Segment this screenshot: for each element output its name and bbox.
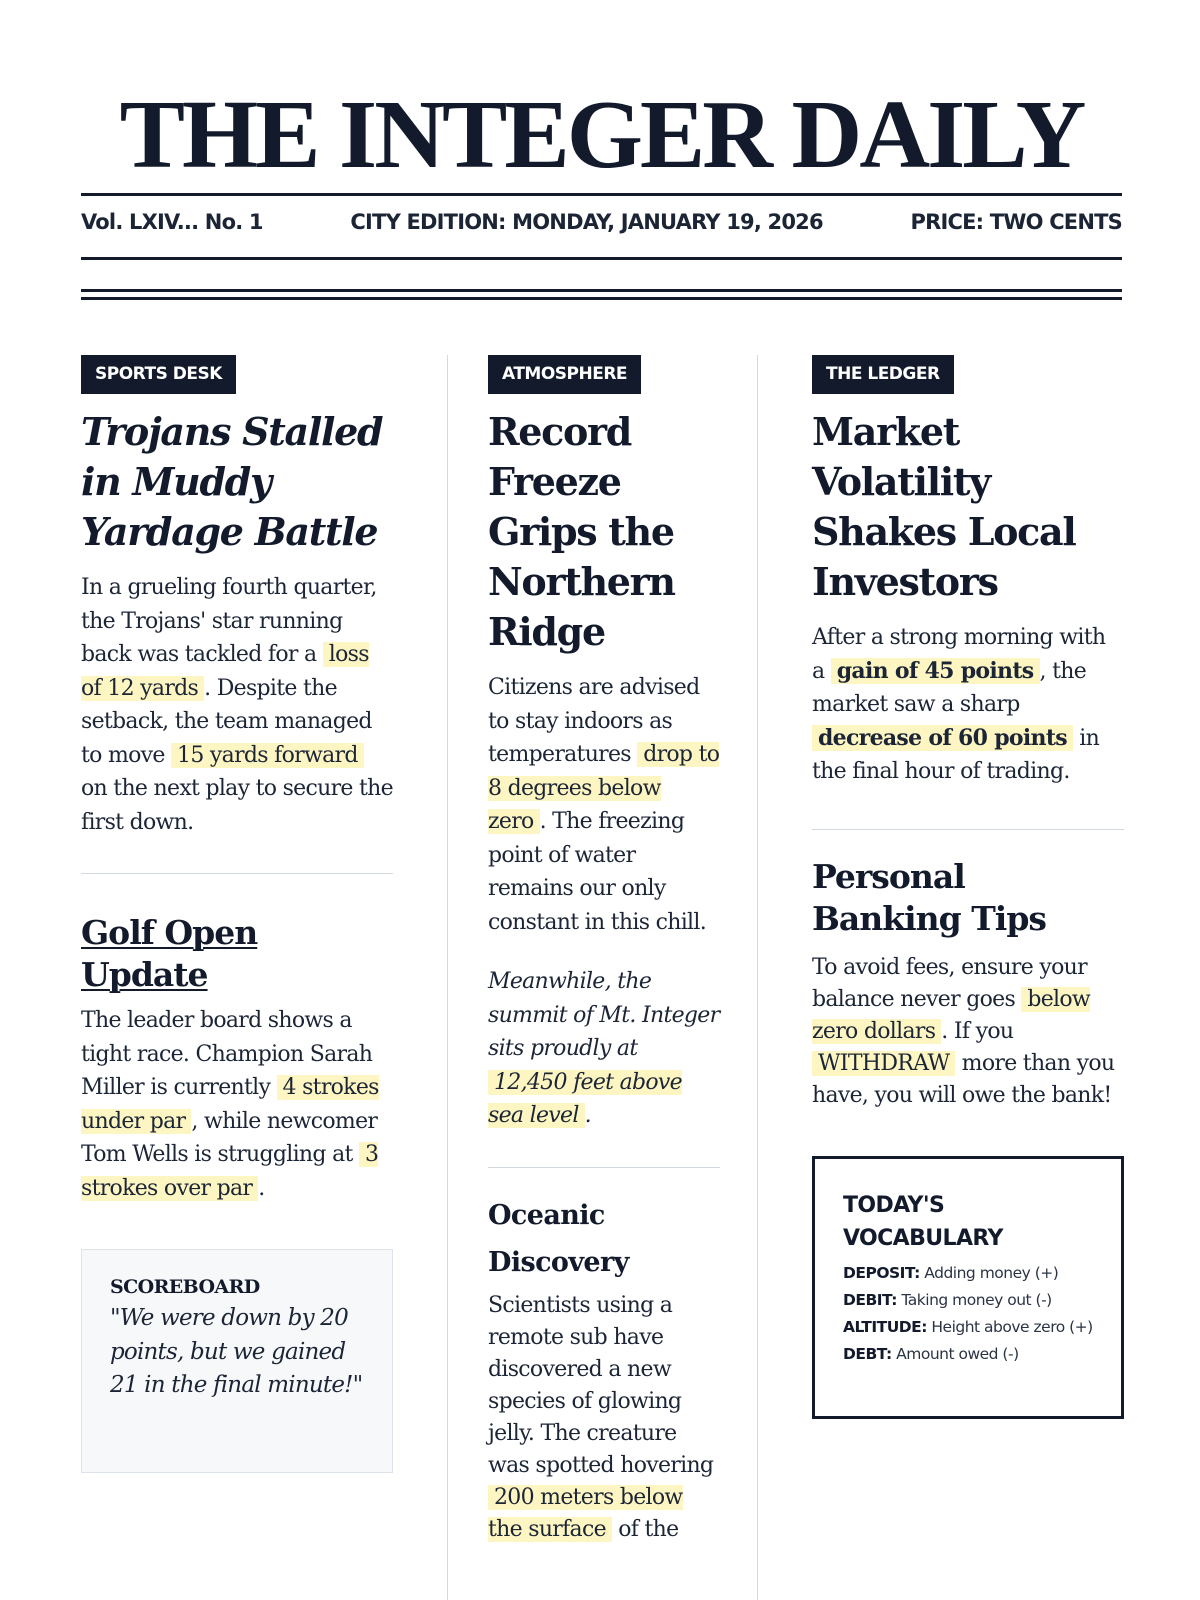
section-divider: [81, 873, 393, 874]
highlight-below-surface: 200 meters below the surface: [488, 1484, 683, 1542]
atmosphere-headline: Record Freeze Grips the Northern Ridge: [488, 409, 675, 654]
highlight-below-zero: drop to 8 degrees below zero: [488, 742, 720, 834]
highlight-forward-yards: 15 yards forward: [171, 743, 364, 768]
summit-article: Meanwhile, the summit of Mt. Integer sits proudly at 12,450 feet above sea level .: [488, 969, 720, 1128]
market-article: After a strong morning with a gain of 45 points , the market saw a sharp decrease of 60 points in the final hour of trading.: [812, 625, 1106, 784]
atmosphere-column: [488, 355, 720, 1546]
scoreboard-quote: "We were down by 20 points, but we gained 21 in the final minute!": [110, 1305, 363, 1398]
banking-headline: Personal Banking Tips: [812, 856, 1046, 938]
highlight-withdraw: WITHDRAW: [812, 1051, 955, 1076]
highlight-decrease-points: decrease of 60 points: [812, 725, 1073, 751]
highlight-above-sea-level: 12,450 feet above sea level: [488, 1069, 682, 1128]
sports-column: [81, 355, 393, 1473]
column-divider-right: [757, 355, 758, 1600]
sports-article: In a grueling fourth quarter, the Trojans' star running back was tackled for a loss of 12 yards . Despite the setback, the team managed to move 15 yards forward on the next play to secure the first down.: [81, 575, 393, 835]
oceanic-headline: Oceanic Discovery: [488, 1199, 629, 1278]
highlight-over-par: 3 strokes over par: [81, 1142, 379, 1201]
section-label-atmosphere: ATMOSPHERE: [488, 355, 641, 394]
vocabulary-item: DEBIT: Taking money out (-): [843, 1290, 1052, 1309]
price: PRICE: TWO CENTS: [910, 210, 1122, 234]
oceanic-article: Scientists using a remote sub have discovered a new species of glowing jelly. The creature was spotted hovering 200 meters below the surface of the: [488, 1292, 714, 1542]
masthead-rule-middle: [81, 257, 1122, 260]
section-label-ledger: THE LEDGER: [812, 355, 954, 394]
scoreboard-title: SCOREBOARD: [110, 1276, 260, 1298]
golf-article: The leader board shows a tight race. Champion Sarah Miller is currently 4 strokes under par , while newcomer Tom Wells is struggling at 3 strokes over par .: [81, 1008, 379, 1201]
highlight-below-zero-dollars: below zero dollars: [812, 986, 1091, 1044]
sports-headline: Trojans Stalled in Muddy Yardage Battle: [81, 409, 383, 554]
vocabulary-item: DEPOSIT: Adding money (+): [843, 1263, 1059, 1282]
highlight-gain-points: gain of 45 points: [831, 658, 1040, 684]
masthead-rule-top: [81, 193, 1122, 196]
highlight-loss-yards: loss of 12 yards: [81, 642, 369, 701]
section-divider: [812, 829, 1124, 830]
scoreboard-box: [81, 1249, 393, 1473]
highlight-under-par: 4 strokes under par: [81, 1075, 379, 1134]
freeze-article: Citizens are advised to stay indoors as temperatures drop to 8 degrees below zero . The freezing point of water remains our only constant in this chill.: [488, 675, 720, 935]
vocabulary-item: DEBT: Amount owed (-): [843, 1344, 1019, 1363]
vocabulary-item: ALTITUDE: Height above zero (+): [843, 1317, 1093, 1336]
column-divider-left: [447, 355, 448, 1600]
vocabulary-box: [812, 1156, 1124, 1419]
vocabulary-title: TODAY'S VOCABULARY: [843, 1192, 1003, 1251]
masthead-double-rule-upper: [81, 289, 1122, 292]
edition-bar: [81, 212, 1122, 233]
edition-date: CITY EDITION: MONDAY, JANUARY 19, 2026: [350, 210, 823, 234]
section-label-sports: SPORTS DESK: [81, 355, 236, 394]
golf-headline: Golf Open Update: [81, 913, 258, 994]
ledger-column: [812, 355, 1124, 1419]
volume-number: Vol. LXIV... No. 1: [81, 210, 263, 234]
masthead-title: THE INTEGER DAILY: [119, 81, 1084, 189]
section-divider: [488, 1167, 720, 1168]
ledger-headline: Market Volatility Shakes Local Investors: [812, 409, 1076, 604]
banking-article: To avoid fees, ensure your balance never goes below zero dollars . If you WITHDRAW more than you have, you will owe the bank!: [812, 954, 1115, 1108]
masthead-double-rule-lower: [81, 297, 1122, 300]
